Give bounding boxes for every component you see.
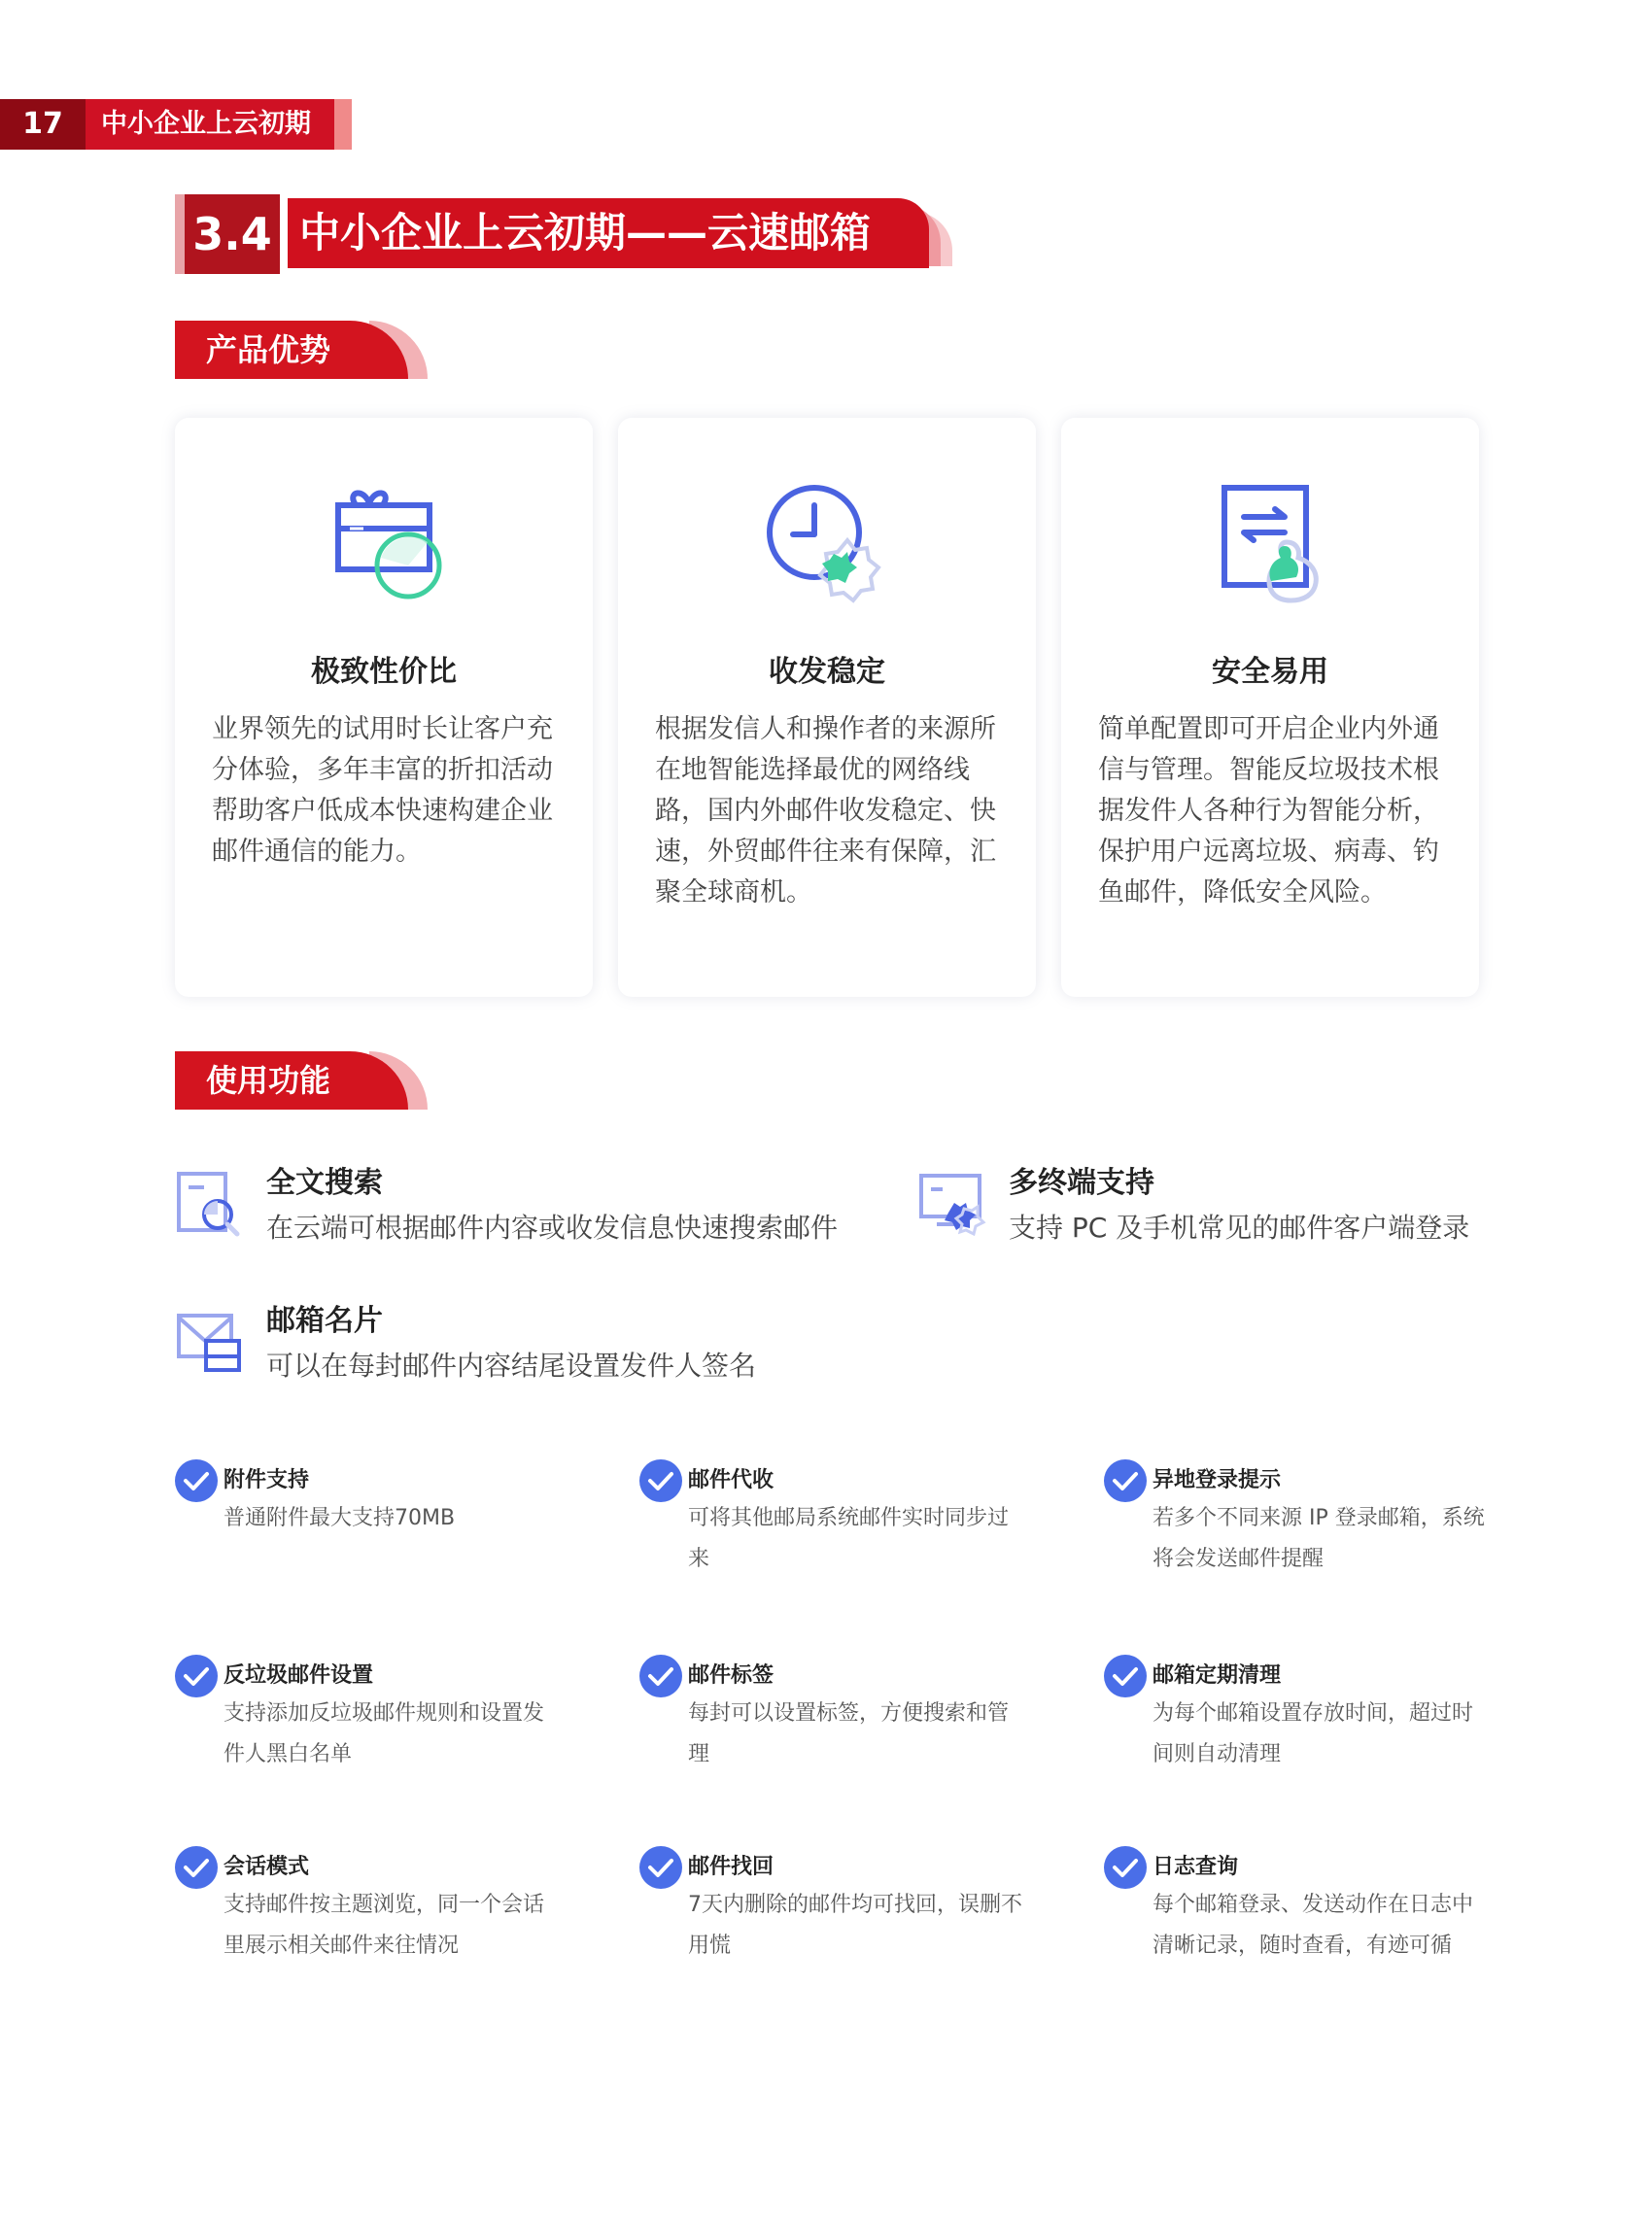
checkmark-icon bbox=[1104, 1846, 1147, 1889]
feature-title: 全文搜索 bbox=[266, 1166, 383, 1200]
check-item-attachment bbox=[175, 1459, 564, 1605]
feature-mail-card bbox=[175, 1296, 875, 1393]
check-desc: 每个邮箱登录、发送动作在日志中清晰记录，随时查看，有迹可循 bbox=[1153, 1893, 1474, 1958]
check-title: 邮件代收 bbox=[688, 1468, 774, 1492]
check-desc: 支持邮件按主题浏览，同一个会话里展示相关邮件来往情况 bbox=[224, 1893, 545, 1958]
checkmark-icon bbox=[175, 1846, 218, 1889]
check-item-mail-collect bbox=[639, 1459, 1028, 1605]
features-heading-text: 使用功能 bbox=[206, 1062, 331, 1099]
checkmark-icon bbox=[175, 1459, 218, 1502]
check-item-log-query bbox=[1104, 1846, 1493, 1992]
feature-desc: 在云端可根据邮件内容或收发信息快速搜索邮件 bbox=[266, 1212, 839, 1244]
advantage-card-stable bbox=[618, 418, 1036, 997]
checkmark-icon bbox=[639, 1846, 682, 1889]
page-tab-tail bbox=[334, 99, 352, 150]
check-item-anti-spam bbox=[175, 1655, 564, 1800]
page-number: 17 bbox=[0, 99, 86, 150]
feature-desc: 可以在每封邮件内容结尾设置发件人签名 bbox=[266, 1350, 757, 1382]
secure-document-icon bbox=[1207, 482, 1333, 608]
multi-device-icon bbox=[917, 1170, 987, 1240]
check-title: 日志查询 bbox=[1153, 1855, 1239, 1879]
check-title: 附件支持 bbox=[224, 1468, 310, 1492]
card-desc: 简单配置即可开启企业内外通信与管理。智能反垃圾技术根据发件人各种行为智能分析，保护用户远离垃圾、病毒、钓鱼邮件，降低安全风险。 bbox=[1098, 714, 1439, 908]
mail-card-icon bbox=[175, 1308, 245, 1378]
check-title: 邮件找回 bbox=[688, 1855, 774, 1879]
check-desc: 每封可以设置标签，方便搜索和管理 bbox=[688, 1701, 1010, 1766]
feature-title: 邮箱名片 bbox=[266, 1304, 383, 1338]
feature-desc: 支持 PC 及手机常见的邮件客户端登录 bbox=[1009, 1212, 1470, 1244]
check-item-auto-cleanup bbox=[1104, 1655, 1493, 1800]
section-title-text: 中小企业上云初期——云速邮箱 bbox=[299, 209, 872, 257]
check-desc: 支持添加反垃圾邮件规则和设置发件人黑白名单 bbox=[224, 1701, 545, 1766]
check-desc: 普通附件最大支持70MB bbox=[224, 1506, 456, 1530]
check-desc: 可将其他邮局系统邮件实时同步过来 bbox=[688, 1506, 1010, 1571]
advantage-card-secure bbox=[1061, 418, 1479, 997]
checkmark-icon bbox=[1104, 1459, 1147, 1502]
check-title: 邮箱定期清理 bbox=[1153, 1663, 1282, 1688]
check-item-mail-tags bbox=[639, 1655, 1028, 1800]
check-title: 异地登录提示 bbox=[1153, 1468, 1282, 1492]
check-desc: 7天内删除的邮件均可找回，误删不用慌 bbox=[688, 1893, 1022, 1958]
feature-multi-device bbox=[917, 1158, 1617, 1255]
checkmark-icon bbox=[639, 1655, 682, 1697]
feature-title: 多终端支持 bbox=[1009, 1166, 1154, 1200]
card-title: 极致性价比 bbox=[311, 655, 457, 689]
card-desc: 根据发信人和操作者的来源所在地智能选择最优的网络线路，国内外邮件收发稳定、快速，外贸邮件往来有保障，汇聚全球商机。 bbox=[655, 714, 996, 908]
check-item-recovery bbox=[639, 1846, 1028, 1992]
advantages-heading-text: 产品优势 bbox=[206, 331, 331, 368]
section-title-bar bbox=[288, 198, 929, 268]
checkmark-icon bbox=[175, 1655, 218, 1697]
advantages-heading bbox=[175, 321, 428, 379]
feature-fulltext-search bbox=[175, 1158, 875, 1255]
check-item-remote-login bbox=[1104, 1459, 1493, 1605]
features-heading bbox=[175, 1051, 428, 1110]
page-tab bbox=[0, 99, 352, 150]
gift-icon bbox=[321, 482, 447, 608]
card-desc: 业界领先的试用时长让客户充分体验，多年丰富的折扣活动帮助客户低成本快速构建企业邮件通信的能力。 bbox=[212, 714, 553, 867]
check-desc: 为每个邮箱设置存放时间，超过时间则自动清理 bbox=[1153, 1701, 1474, 1766]
check-desc: 若多个不同来源 IP 登录邮箱，系统将会发送邮件提醒 bbox=[1153, 1506, 1485, 1571]
page-tab-label: 中小企业上云初期 bbox=[86, 99, 334, 150]
card-title: 收发稳定 bbox=[769, 655, 885, 689]
check-item-conversation bbox=[175, 1846, 564, 1992]
checkmark-icon bbox=[1104, 1655, 1147, 1697]
section-number: 3.4 bbox=[185, 194, 280, 274]
check-title: 反垃圾邮件设置 bbox=[224, 1663, 374, 1688]
document-search-icon bbox=[175, 1170, 245, 1240]
check-title: 会话模式 bbox=[224, 1855, 310, 1879]
checkmark-icon bbox=[639, 1459, 682, 1502]
section-title bbox=[175, 194, 952, 274]
clock-icon bbox=[764, 482, 890, 608]
check-title: 邮件标签 bbox=[688, 1663, 774, 1688]
card-title: 安全易用 bbox=[1212, 655, 1328, 689]
advantage-card-price bbox=[175, 418, 593, 997]
